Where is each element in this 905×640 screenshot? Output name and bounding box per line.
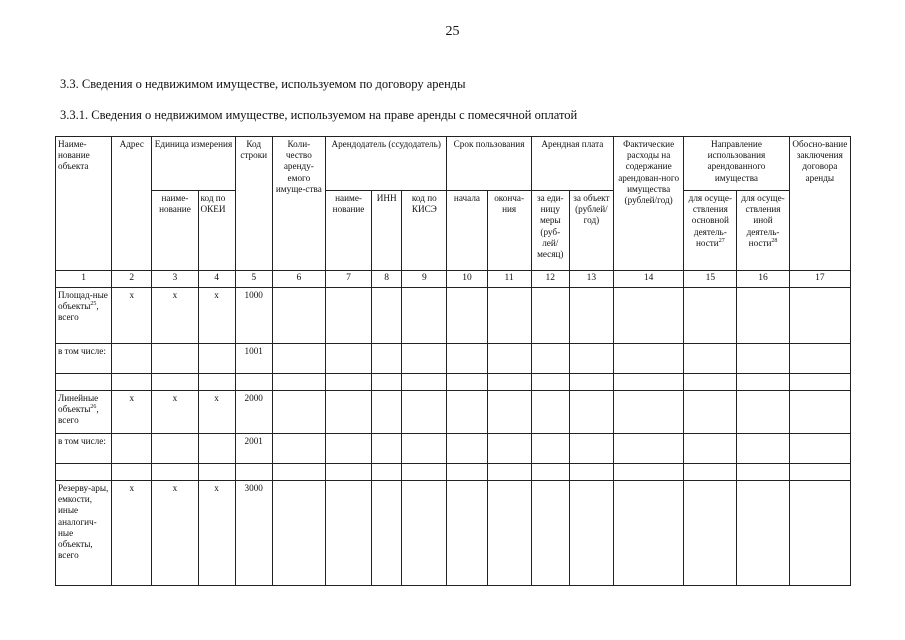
row-name: Резерву-ары, емкости, иные аналогич-ные объекты, всего: [56, 481, 112, 586]
header-rent-unit: за еди-ницу меры (руб-лей/ месяц): [531, 191, 569, 271]
page-number: 25: [445, 24, 460, 39]
empty-cell: [614, 481, 684, 586]
table-row: [56, 374, 851, 391]
empty-cell: [487, 391, 531, 434]
empty-cell: [531, 434, 569, 464]
table-row: [56, 434, 851, 464]
header-unit-okei: код по ОКЕИ: [198, 191, 235, 271]
empty-cell: [112, 374, 152, 391]
row-name-part: Площад-ные объекты: [58, 290, 108, 312]
empty-cell: [112, 464, 152, 481]
empty-cell: [372, 434, 402, 464]
empty-cell: [789, 434, 850, 464]
empty-cell: [272, 464, 325, 481]
empty-cell: [737, 344, 789, 374]
header-unit-name: наиме-нование: [152, 191, 198, 271]
empty-cell: [372, 288, 402, 344]
column-number-cell: 9: [402, 271, 447, 288]
row-code: 2000: [235, 391, 272, 434]
empty-cell: [447, 288, 487, 344]
empty-cell: [272, 481, 325, 586]
header-direction: Направление использования арендованного имущества: [684, 137, 789, 191]
column-number-cell: 15: [684, 271, 737, 288]
empty-cell: [372, 374, 402, 391]
empty-cell: [487, 464, 531, 481]
empty-cell: [402, 344, 447, 374]
column-number-cell: 7: [325, 271, 371, 288]
header-actual-costs: Фактические расходы на содержание арендован-ного имущества (рублей/год): [614, 137, 684, 271]
header-justification: Обосно-вание заключения договора аренды: [789, 137, 850, 271]
empty-cell: [789, 344, 850, 374]
empty-cell: [614, 434, 684, 464]
empty-cell: [372, 481, 402, 586]
empty-cell: [56, 464, 112, 481]
empty-cell: [614, 391, 684, 434]
empty-cell: [684, 288, 737, 344]
empty-cell: [447, 464, 487, 481]
row-address: х: [112, 391, 152, 434]
empty-cell: [447, 481, 487, 586]
empty-cell: [272, 288, 325, 344]
empty-cell: [325, 344, 371, 374]
header-quantity: Коли-чество аренду-емого имуще-ства: [272, 137, 325, 271]
empty-cell: [447, 434, 487, 464]
row-name: в том числе:: [56, 344, 112, 374]
row-unit-name: х: [152, 288, 198, 344]
header-object-name: Наиме-нование объекта: [56, 137, 112, 271]
empty-cell: [569, 374, 613, 391]
empty-cell: [684, 434, 737, 464]
header-row-code: Код строки: [235, 137, 272, 271]
row-okei: х: [198, 288, 235, 344]
empty-cell: [56, 374, 112, 391]
empty-cell: [569, 434, 613, 464]
empty-cell: [325, 391, 371, 434]
table-row: [56, 464, 851, 481]
empty-cell: [325, 464, 371, 481]
column-number-cell: 8: [372, 271, 402, 288]
empty-cell: [447, 374, 487, 391]
empty-cell: [372, 464, 402, 481]
header-lessor: Арендодатель (ссудодатель): [325, 137, 446, 191]
column-number-cell: 6: [272, 271, 325, 288]
empty-cell: [152, 344, 198, 374]
row-code: 3000: [235, 481, 272, 586]
empty-cell: [325, 434, 371, 464]
empty-cell: [402, 481, 447, 586]
empty-cell: [152, 464, 198, 481]
column-number-cell: 17: [789, 271, 850, 288]
empty-cell: [272, 344, 325, 374]
table-row: [56, 481, 851, 586]
empty-cell: [614, 288, 684, 344]
empty-cell: [272, 434, 325, 464]
row-unit-name: х: [152, 481, 198, 586]
empty-cell: [112, 434, 152, 464]
empty-cell: [447, 391, 487, 434]
direction-other-text: для осуще-ствления иной деятель-ности: [741, 193, 785, 248]
empty-cell: [737, 288, 789, 344]
empty-cell: [569, 288, 613, 344]
empty-cell: [684, 344, 737, 374]
empty-cell: [569, 391, 613, 434]
empty-cell: [198, 344, 235, 374]
row-name: [56, 391, 112, 434]
empty-cell: [372, 391, 402, 434]
empty-cell: [684, 374, 737, 391]
column-number-cell: 2: [112, 271, 152, 288]
header-term-end: оконча-ния: [487, 191, 531, 271]
empty-cell: [531, 464, 569, 481]
empty-cell: [325, 481, 371, 586]
footnote-28: 28: [771, 237, 778, 244]
row-name-part: , всего: [58, 301, 99, 323]
row-code: 1001: [235, 344, 272, 374]
empty-cell: [325, 374, 371, 391]
empty-cell: [531, 481, 569, 586]
empty-cell: [198, 374, 235, 391]
table-row: [56, 288, 851, 344]
header-unit: Единица измерения: [152, 137, 235, 191]
row-name-part: , всего: [58, 404, 99, 426]
empty-cell: [737, 434, 789, 464]
header-term: Срок пользования: [447, 137, 531, 191]
empty-cell: [272, 391, 325, 434]
empty-cell: [789, 481, 850, 586]
header-address: Адрес: [112, 137, 152, 271]
column-number-cell: 1: [56, 271, 112, 288]
column-number-cell: 14: [614, 271, 684, 288]
header-lessor-kise: код по КИСЭ: [402, 191, 447, 271]
empty-cell: [789, 288, 850, 344]
empty-cell: [614, 344, 684, 374]
column-number-cell: 3: [152, 271, 198, 288]
direction-main-text: для осуще-ствления основной деятель-ности: [688, 193, 733, 248]
empty-cell: [487, 344, 531, 374]
column-number-cell: 16: [737, 271, 789, 288]
empty-cell: [569, 481, 613, 586]
table-row: [56, 344, 851, 374]
table-row: [56, 391, 851, 434]
empty-cell: [112, 344, 152, 374]
empty-cell: [487, 288, 531, 344]
empty-cell: [152, 374, 198, 391]
empty-cell: [402, 464, 447, 481]
header-lessor-inn: ИНН: [372, 191, 402, 271]
empty-cell: [402, 391, 447, 434]
empty-cell: [152, 434, 198, 464]
empty-cell: [487, 374, 531, 391]
footnote-ref: 25: [90, 301, 97, 308]
empty-cell: [569, 464, 613, 481]
row-unit-name: х: [152, 391, 198, 434]
footnote-27: 27: [718, 237, 725, 244]
section-heading: 3.3. Сведения о недвижимом имуществе, используемом по договору аренды: [60, 77, 466, 91]
empty-cell: [531, 288, 569, 344]
empty-cell: [198, 434, 235, 464]
empty-cell: [684, 391, 737, 434]
empty-cell: [614, 464, 684, 481]
column-number-cell: 11: [487, 271, 531, 288]
row-okei: х: [198, 481, 235, 586]
empty-cell: [789, 391, 850, 434]
empty-cell: [737, 481, 789, 586]
header-lessor-name: наиме-нование: [325, 191, 371, 271]
empty-cell: [402, 434, 447, 464]
row-name: [56, 288, 112, 344]
empty-cell: [789, 464, 850, 481]
header-term-start: начала: [447, 191, 487, 271]
header-direction-other: [737, 191, 789, 271]
empty-cell: [402, 288, 447, 344]
row-okei: х: [198, 391, 235, 434]
header-rent: Арендная плата: [531, 137, 613, 191]
column-number-cell: 13: [569, 271, 613, 288]
empty-cell: [272, 374, 325, 391]
row-name-part: Линейные объекты: [58, 393, 99, 415]
empty-cell: [487, 481, 531, 586]
empty-cell: [447, 344, 487, 374]
empty-cell: [531, 344, 569, 374]
empty-cell: [684, 464, 737, 481]
column-number-row: [56, 271, 851, 288]
row-name: в том числе:: [56, 434, 112, 464]
row-code: 2001: [235, 434, 272, 464]
empty-cell: [737, 374, 789, 391]
row-address: х: [112, 288, 152, 344]
column-number-cell: 4: [198, 271, 235, 288]
empty-cell: [372, 344, 402, 374]
header-rent-object: за объект (рублей/ год): [569, 191, 613, 271]
empty-cell: [684, 481, 737, 586]
subsection-heading: 3.3.1. Сведения о недвижимом имуществе, используемом на праве аренды с помесячной оплатой: [60, 108, 578, 122]
empty-cell: [235, 374, 272, 391]
footnote-ref: 26: [90, 404, 97, 411]
empty-cell: [531, 374, 569, 391]
row-address: х: [112, 481, 152, 586]
row-code: 1000: [235, 288, 272, 344]
lease-property-table: [55, 136, 851, 586]
empty-cell: [235, 464, 272, 481]
empty-cell: [569, 344, 613, 374]
empty-cell: [531, 391, 569, 434]
empty-cell: [402, 374, 447, 391]
empty-cell: [614, 374, 684, 391]
empty-cell: [487, 434, 531, 464]
empty-cell: [737, 464, 789, 481]
empty-cell: [789, 374, 850, 391]
column-number-cell: 12: [531, 271, 569, 288]
header-direction-main: [684, 191, 737, 271]
empty-cell: [198, 464, 235, 481]
empty-cell: [325, 288, 371, 344]
empty-cell: [737, 391, 789, 434]
column-number-cell: 5: [235, 271, 272, 288]
column-number-cell: 10: [447, 271, 487, 288]
